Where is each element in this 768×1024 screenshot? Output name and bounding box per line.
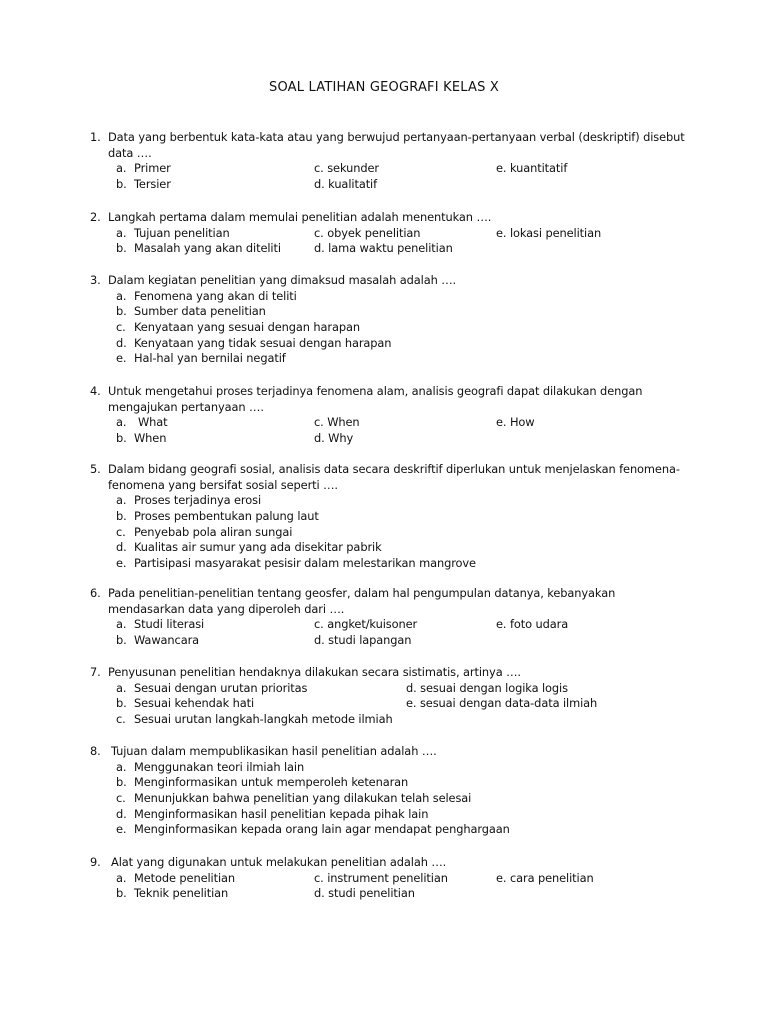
option-letter: c. <box>116 712 126 727</box>
option-letter: a. <box>116 161 127 176</box>
option-letter: b. <box>116 241 127 256</box>
option-letter: e. <box>116 351 127 366</box>
option-letter: a. <box>116 493 127 508</box>
option-text: Penyebab pola aliran sungai <box>134 524 293 539</box>
question-text-line: Dalam bidang geografi sosial, analisis data secara deskriftif diperlukan untuk menjelaskan fenomena- <box>108 462 680 476</box>
question-number: 7. <box>90 665 101 679</box>
option-letter: b. <box>116 696 127 711</box>
option-text: Menggunakan teori ilmiah lain <box>134 759 305 774</box>
option-text: Proses pembentukan palung laut <box>134 509 319 524</box>
option-letter: b. <box>116 886 127 901</box>
option-c: c. obyek penelitian <box>314 225 421 240</box>
question-7 <box>90 665 690 728</box>
option-a <box>90 760 690 776</box>
option-d: d. kualitatif <box>314 177 378 192</box>
option-text: Kenyataan yang sesuai dengan harapan <box>134 320 360 335</box>
option-e: e. How <box>496 415 535 430</box>
option-e: e. foto udara <box>496 617 569 632</box>
option-letter: d. <box>116 806 127 821</box>
question-number: 5. <box>90 462 101 476</box>
question-stem <box>90 744 690 760</box>
question-8 <box>90 744 690 838</box>
option-letter: a. <box>116 680 127 695</box>
document-title: SOAL LATIHAN GEOGRAFI KELAS X <box>269 80 499 95</box>
question-number: 3. <box>90 273 101 287</box>
question-text-line: mengajukan pertanyaan …. <box>108 399 264 414</box>
option-text: Metode penelitian <box>134 870 236 885</box>
option-letter: b. <box>116 633 127 648</box>
question-text-line: Dalam kegiatan penelitian yang dimaksud masalah adalah …. <box>108 273 457 287</box>
option-row <box>90 177 690 193</box>
option-text: Proses terjadinya erosi <box>134 493 262 508</box>
option-text: Menginformasikan untuk memperoleh ketenaran <box>134 775 409 790</box>
option-row <box>90 415 690 431</box>
option-d: d. studi penelitian <box>314 886 415 901</box>
option-e <box>90 556 690 572</box>
option-text: Studi literasi <box>134 617 205 632</box>
option-letter: c. <box>116 791 126 806</box>
question-text-line: Alat yang digunakan untuk melakukan penelitian adalah …. <box>111 855 447 869</box>
question-number: 8. <box>90 744 101 758</box>
option-text: Sesuai dengan urutan prioritas <box>134 680 308 695</box>
option-text: Menginformasikan hasil penelitian kepada pihak lain <box>134 806 429 821</box>
question-5 <box>90 462 690 572</box>
option-row <box>90 712 690 728</box>
option-text: Sesuai urutan langkah-langkah metode ilmiah <box>134 712 393 727</box>
question-text-line: data …. <box>108 145 152 160</box>
question-stem <box>90 210 690 226</box>
question-9 <box>90 855 690 902</box>
question-6 <box>90 586 690 649</box>
option-text: Tujuan penelitian <box>134 225 230 240</box>
option-text: When <box>134 431 167 446</box>
question-1 <box>90 130 690 193</box>
option-letter: b. <box>116 177 127 192</box>
option-letter: a. <box>116 225 127 240</box>
question-2 <box>90 210 690 257</box>
option-c <box>90 525 690 541</box>
question-text-line: Tujuan dalam mempublikasikan hasil penelitian adalah …. <box>111 744 437 758</box>
option-c <box>90 791 690 807</box>
question-text-line: Untuk mengetahui proses terjadinya fenomena alam, analisis geografi dapat dilakukan dengan <box>108 384 643 398</box>
option-e: e. sesuai dengan data-data ilmiah <box>406 696 598 711</box>
question-number: 1. <box>90 130 101 144</box>
option-letter: a. <box>116 288 127 303</box>
question-text-line: fenomena yang bersifat sosial seperti …. <box>108 477 338 492</box>
option-d: d. studi lapangan <box>314 633 412 648</box>
option-row <box>90 617 690 633</box>
option-letter: a. <box>116 870 127 885</box>
option-e: e. lokasi penelitian <box>496 225 602 240</box>
question-3 <box>90 273 690 367</box>
option-d: d. sesuai dengan logika logis <box>406 680 568 695</box>
question-number: 6. <box>90 586 101 600</box>
option-text: Tersier <box>134 177 171 192</box>
option-text: Partisipasi masyarakat pesisir dalam melestarikan mangrove <box>134 556 476 571</box>
option-text: Menunjukkan bahwa penelitian yang dilakukan telah selesai <box>134 791 472 806</box>
option-row <box>90 886 690 902</box>
option-letter: d. <box>116 335 127 350</box>
option-letter: b. <box>116 509 127 524</box>
option-letter: b. <box>116 431 127 446</box>
option-text: Kualitas air sumur yang ada disekitar pabrik <box>134 540 382 555</box>
option-b <box>90 775 690 791</box>
option-c: c. sekunder <box>314 161 379 176</box>
question-number: 4. <box>90 384 101 398</box>
option-row <box>90 161 690 177</box>
option-text: Sumber data penelitian <box>134 304 266 319</box>
option-letter: c. <box>116 320 126 335</box>
option-d <box>90 540 690 556</box>
option-a <box>90 289 690 305</box>
option-row <box>90 696 690 712</box>
option-letter: a. <box>116 617 127 632</box>
option-text: What <box>138 415 168 430</box>
option-b <box>90 304 690 320</box>
question-stem <box>90 273 690 289</box>
option-c <box>90 320 690 336</box>
option-text: Primer <box>134 161 171 176</box>
option-d <box>90 336 690 352</box>
option-d: d. Why <box>314 431 354 446</box>
option-text: Wawancara <box>134 633 200 648</box>
option-e <box>90 351 690 367</box>
question-text-line: Pada penelitian-penelitian tentang geosfer, dalam hal pengumpulan datanya, kebanyakan <box>108 586 616 600</box>
option-row <box>90 633 690 649</box>
question-text-line: mendasarkan data yang diperoleh dari …. <box>108 601 345 616</box>
question-text-line: Data yang berbentuk kata-kata atau yang berwujud pertanyaan-pertanyaan verbal (deskriptif) disebut <box>108 130 685 144</box>
question-stem <box>90 586 690 617</box>
option-row <box>90 871 690 887</box>
option-c: c. angket/kuisoner <box>314 617 418 632</box>
option-b <box>90 509 690 525</box>
question-stem <box>90 130 690 161</box>
question-stem <box>90 462 690 493</box>
question-number: 2. <box>90 210 101 224</box>
option-a <box>90 493 690 509</box>
option-text: Teknik penelitian <box>134 886 229 901</box>
option-row <box>90 681 690 697</box>
question-4 <box>90 384 690 447</box>
option-row <box>90 431 690 447</box>
question-stem <box>90 855 690 871</box>
option-letter: e. <box>116 556 127 571</box>
option-c: c. instrument penelitian <box>314 870 448 885</box>
option-letter: e. <box>116 822 127 837</box>
option-d: d. lama waktu penelitian <box>314 241 453 256</box>
option-letter: a. <box>116 759 127 774</box>
option-e: e. kuantitatif <box>496 161 568 176</box>
question-stem <box>90 384 690 415</box>
question-text-line: Penyusunan penelitian hendaknya dilakukan secara sistimatis, artinya …. <box>108 665 521 679</box>
option-text: Menginformasikan kepada orang lain agar mendapat penghargaan <box>134 822 510 837</box>
option-letter: b. <box>116 304 127 319</box>
option-d <box>90 807 690 823</box>
option-letter: b. <box>116 775 127 790</box>
question-stem <box>90 665 690 681</box>
option-text: Sesuai kehendak hati <box>134 696 255 711</box>
question-text-line: Langkah pertama dalam memulai penelitian adalah menentukan …. <box>108 210 492 224</box>
option-letter: c. <box>116 524 126 539</box>
option-row <box>90 241 690 257</box>
question-number: 9. <box>90 855 101 869</box>
option-letter: d. <box>116 540 127 555</box>
option-letter: a. <box>116 415 127 430</box>
option-text: Kenyataan yang tidak sesuai dengan harapan <box>134 335 392 350</box>
option-e: e. cara penelitian <box>496 870 594 885</box>
option-text: Hal-hal yan bernilai negatif <box>134 351 286 366</box>
option-e <box>90 822 690 838</box>
option-text: Fenomena yang akan di teliti <box>134 288 297 303</box>
option-row <box>90 226 690 242</box>
option-c: c. When <box>314 415 360 430</box>
option-text: Masalah yang akan diteliti <box>134 241 281 256</box>
